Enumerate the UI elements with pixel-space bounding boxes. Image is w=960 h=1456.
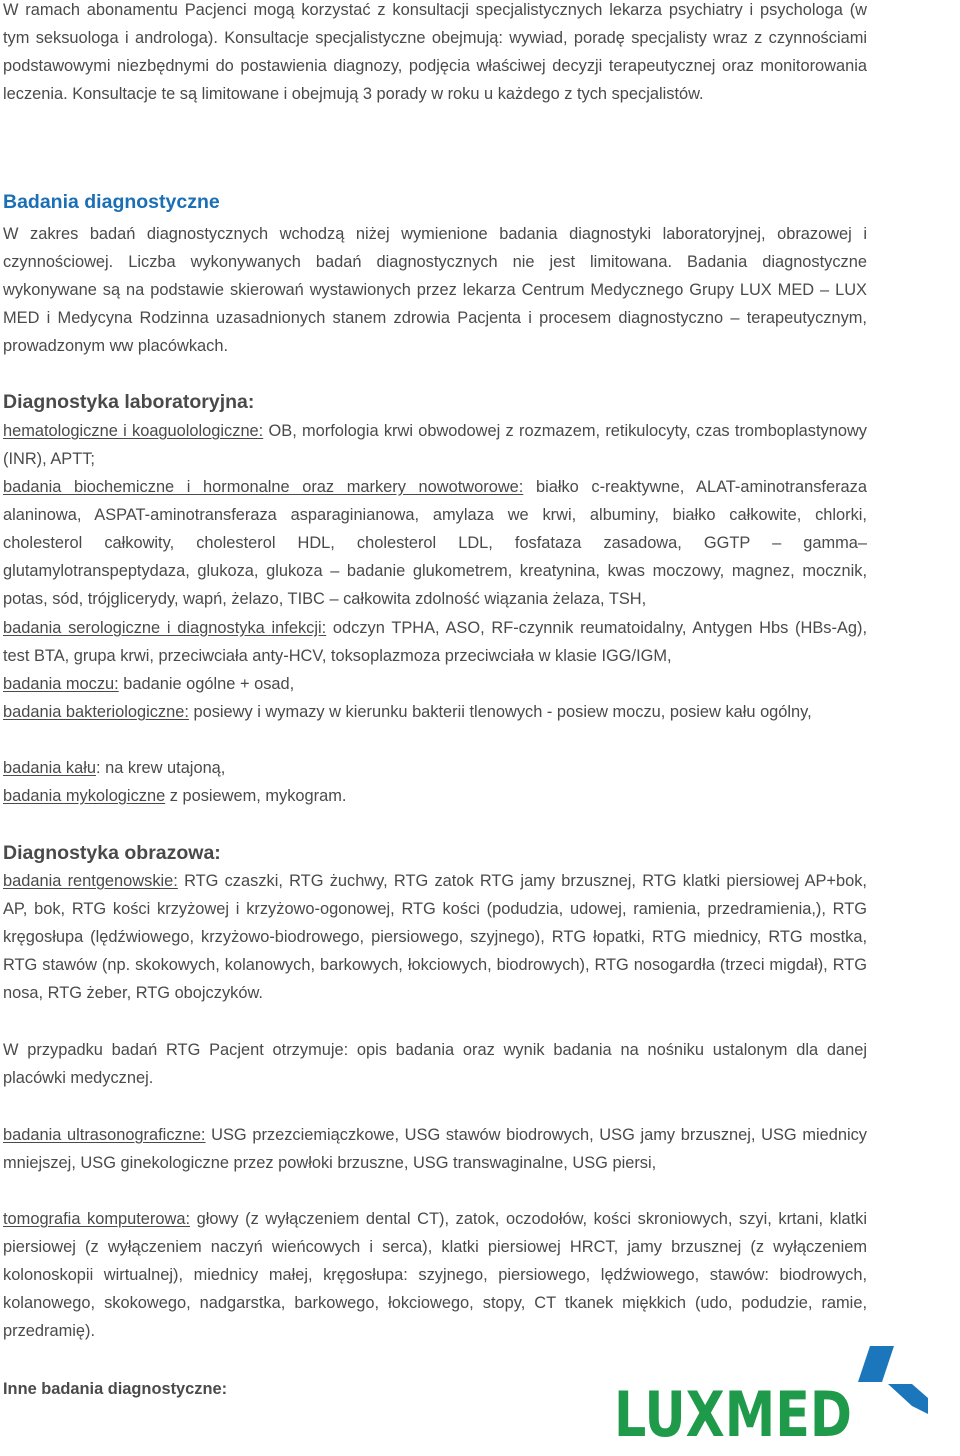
lab-item-mycology <box>3 782 867 810</box>
lab-item-text: posiewy i wymazy w kierunku bakterii tlenowych - posiew moczu, posiew kału ogólny, <box>188 703 812 721</box>
section-heading-obrazowa: Diagnostyka obrazowa: <box>3 842 221 864</box>
rtg-note-paragraph: W przypadku badań RTG Pacjent otrzymuje: opis badania oraz wynik badania na nośniku ustalonym dla danej placówki medycznej. <box>3 1041 867 1088</box>
lab-item-label: badania biochemiczne i hormonalne oraz markery nowotworowe: <box>3 478 524 496</box>
logo-blue-stroke <box>858 1346 894 1382</box>
lab-item-label: badania serologiczne i diagnostyka infekcji: <box>3 619 327 637</box>
logo-blue-hook <box>888 1384 928 1414</box>
img-item-rtg <box>3 867 867 1007</box>
luxmed-logo-wordmark: LUXMED <box>614 1378 852 1444</box>
lab-item-text: białko c-reaktywne, ALAT-aminotransferaza alaninowa, ASPAT-aminotransferaza asparaginianowa, amylaza we krwi, albuminy, białko całkowite, chlorki, cholesterol całkowity, cholesterol HDL, cholesterol LDL, fosfataza zasadowa, GGTP – gamma– glutamylotranspeptydaza, glukoza, glukoza – badanie glukometrem, kreatynina, kwas moczowy, magnez, mocznik, potas, sód, trójglicerydy, wapń, żelazo, TIBC – całkowita zdolność wiązania żelaza, TSH, <box>3 478 867 609</box>
lab-item-text: z posiewem, mykogram. <box>165 787 347 805</box>
lab-item-label: hematologiczne i koaguolologiczne: <box>3 422 264 440</box>
lab-item-label: badania kału <box>3 759 96 777</box>
img-item-ct <box>3 1205 867 1345</box>
img-item-text: RTG czaszki, RTG żuchwy, RTG zatok RTG jamy brzusznej, RTG klatki piersiowej AP+bok, AP, bok, RTG kości krzyżowej i krzyżowo-ogonowej, RTG kości (podudzia, udowej, ramienia, przedramienia,), RTG kręgosłupa (lędźwiowego, krzyżowo-biodrowego, piersiowego, szyjnego), RTG łopatki, RTG miednicy, RTG mostka, RTG stawów (np. skokowych, kolanowych, barkowych, łokciowych, biodrowych), RTG nosogardła (trzeci migdał), RTG nosa, RTG żeber, RTG obojczyków. <box>3 872 867 1003</box>
section-heading-laboratoryjna: Diagnostyka laboratoryjna: <box>3 391 255 413</box>
img-item-label: badania rentgenowskie: <box>3 872 178 890</box>
luxmed-logo <box>612 1340 930 1444</box>
img-item-label: tomografia komputerowa: <box>3 1210 191 1228</box>
lab-item-text: : na krew utajoną, <box>95 759 226 777</box>
luxmed-logo-mark-icon <box>858 1346 928 1414</box>
lab-item-text: badanie ogólne + osad, <box>118 675 295 693</box>
lab-item-biochemistry <box>3 473 867 613</box>
img-item-label: badania ultrasonograficzne: <box>3 1126 206 1144</box>
lab-item-text: odczyn TPHA, ASO, RF-czynnik reumatoidalny, Antygen Hbs (HBs-Ag), test BTA, grupa krwi, przeciwciała anty-HCV, toksoplazmoza przeciwciała w klasie IGG/IGM, <box>3 619 867 666</box>
lab-item-label: badania moczu: <box>3 675 119 693</box>
diagnostics-paragraph: W zakres badań diagnostycznych wchodzą niżej wymienione badania diagnostyki laboratoryjnej, obrazowej i czynnościowej. Liczba wykonywanych badań diagnostycznych nie jest limitowana. Badania diagnostyczne wykonywane są na podstawie skierowań wystawionych przez lekarza Centrum Medycznego Grupy LUX MED – LUX MED i Medycyna Rodzinna uzasadnionych stanem zdrowia Pacjenta i procesem diagnostyczno – terapeutycznym, prowadzonym ww placówkach. <box>3 225 867 356</box>
lab-item-bacteriology <box>3 698 867 726</box>
lab-item-hematology <box>3 417 867 473</box>
lab-item-label: badania mykologiczne <box>3 787 166 805</box>
section-heading-badania-diagnostyczne: Badania diagnostyczne <box>3 191 220 213</box>
lab-item-label: badania bakteriologiczne: <box>3 703 189 721</box>
lab-item-stool <box>3 754 867 782</box>
lab-item-text: OB, morfologia krwi obwodowej z rozmazem, retikulocyty, czas tromboplastynowy (INR), APTT; <box>3 422 868 469</box>
img-item-usg <box>3 1121 867 1177</box>
lab-item-urine <box>3 670 867 698</box>
lab-item-serology <box>3 614 867 670</box>
section-heading-inne: Inne badania diagnostyczne: <box>3 1380 228 1398</box>
img-item-text: głowy (z wyłączeniem dental CT), zatok, oczodołów, kości skroniowych, szyi, krtani, klatki piersiowej (z wyłączeniem naczyń wieńcowych i serca), klatki piersiowej HRCT, jamy brzusznej (z wyłączeniem kolonoskopii wirtualnej), miednicy małej, kręgosłupa: szyjnego, piersiowego, lędźwiowego, stawów: biodrowych, kolanowego, skokowego, nadgarstka, barkowego, łokciowego, stopy, CT tkanek miękkich (udo, podudzie, ramie, przedramię). <box>3 1210 867 1341</box>
img-item-text: USG przezciemiączkowe, USG stawów biodrowych, USG jamy brzusznej, USG miednicy mniejszej, USG ginekologiczne przez powłoki brzuszne, USG transwaginalne, USG piersi, <box>3 1126 867 1173</box>
intro-paragraph: W ramach abonamentu Pacjenci mogą korzystać z konsultacji specjalistycznych lekarza psychiatry i psychologa (w tym seksuologa i androloga). Konsultacje specjalistyczne obejmują: wywiad, poradę specjalisty wraz z czynnościami podstawowymi niezbędnymi do postawienia diagnozy, podjęcia właściwej decyzji terapeutycznej oraz monitorowania leczenia. Konsultacje te są limitowane i obejmują 3 porady w roku u każdego z tych specjalistów. <box>3 1 867 104</box>
